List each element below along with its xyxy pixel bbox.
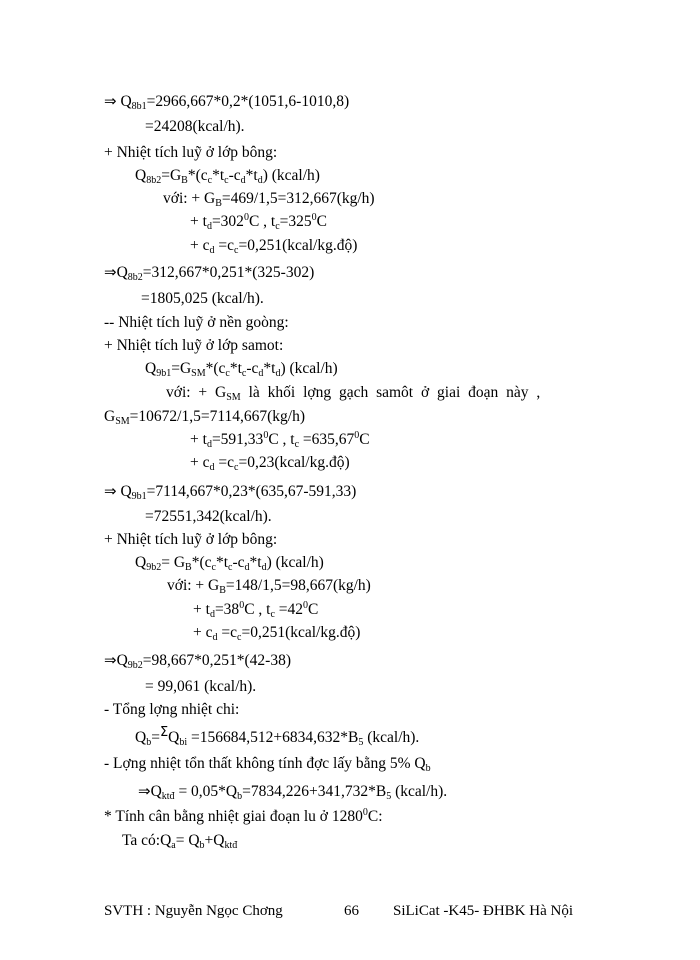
result-line: = 99,061 (kcal/h). [145, 678, 257, 695]
variable-line: + $t_d=38^0C$ , $t_c =42^0C$ [193, 600, 319, 620]
variable-line: với: + $G_B=148/1,5=98,667(kg/h)$ [167, 577, 371, 596]
formula-line: $Q_b=^\Sigma Q_{bi} =156684,512+6834,632*B_5$ (kcal/h). [135, 725, 420, 748]
section-heading: + Nhiệt tích luỹ ở lớp bông: [104, 531, 278, 548]
implies-arrow-icon: ⇒ [138, 782, 151, 800]
variable-line: với: + $G_{SM}$ là khối lợng gạch samôt ở giai đoạn này , [166, 384, 541, 403]
footer-page-number: 66 [344, 903, 359, 919]
variable-line: + $t_d=302^0C$ , $t_c=325^0C$ [190, 212, 328, 232]
formula-line: $Q_{9b1}=G_{SM}*(c_c*t_c-c_d*t_d)$ (kcal/h) [145, 360, 338, 379]
equation-line: Ta $có:Q_a= Q_b+Q_{ktđ}$ [122, 832, 238, 851]
section-heading: + Nhiệt tích luỹ ở lớp bông: [104, 144, 278, 161]
variable-line: + $c_d$ $=c_c=0,251(kcal/kg.độ)$ [190, 237, 358, 256]
section-heading: - Lợng nhiệt tổn thất không tính đợc lấy bằng 5% $Q_b$ [104, 755, 431, 774]
implies-arrow-icon: ⇒ [104, 482, 117, 500]
equation-line: ⇒ $Q_{8b1}=2966,667*0,2*(1051,6-1010,8)$ [104, 92, 350, 112]
equation-line: ⇒ $Q_{9b1}=7114,667*0,23*(635,67-591,33)$ [104, 482, 357, 502]
equation-line: $\Rightarrow Q_{9b2}=98,667*0,251*(42-38)$ [104, 651, 292, 671]
result-line: =72551,342(kcal/h). [145, 508, 272, 525]
variable-line: + $t_d=591,33^0C$ , $t_c =635,67^0C$ [190, 430, 370, 450]
variable-line: + $c_d$ $=c_c=0,23(kcal/kg.độ)$ [190, 454, 350, 473]
section-heading: * Tính cân bằng nhiệt giai đoạn lu ở 1280$^0$C: [104, 807, 383, 825]
implies-arrow-icon: ⇒ [104, 651, 117, 669]
variable-line: $G_{SM}=10672/1,5=7114,667(kg/h)$ [104, 408, 305, 427]
formula-line: $Q_{8b2}=G_B*(c_c*t_c-c_d*t_d)$ (kcal/h) [135, 167, 320, 186]
result-line: =1805,025 (kcal/h). [141, 290, 264, 307]
footer-class: SiLiCat -K45- ĐHBK Hà Nội [393, 903, 573, 919]
sigma-icon: Σ [159, 725, 169, 740]
footer-author: SVTH : Nguyễn Ngọc Chơng [104, 903, 283, 919]
implies-arrow-icon: ⇒ [104, 92, 117, 110]
variable-line: + $c_d$ $=c_c=0,251(kcal/kg.độ)$ [193, 624, 361, 643]
section-heading: - Tổng lợng nhiệt chi: [104, 701, 240, 718]
result-line: =24208(kcal/h). [145, 118, 245, 135]
formula-line: $Q_{9b2}= G_B*(c_c*t_c-c_d*t_d)$ (kcal/h) [135, 554, 324, 573]
variable-line: với: + $G_B=469/1,5=312,667(kg/h)$ [163, 190, 375, 209]
implies-arrow-icon: ⇒ [104, 263, 117, 281]
section-heading: + Nhiệt tích luỹ ở lớp samot: [104, 337, 284, 354]
equation-line: $\Rightarrow Q_{8b2}=312,667*0,251*(325-302)$ [104, 263, 315, 283]
equation-line: $\Rightarrow Q_{ktđ} = 0,05*Q_b=7834,226+341,732*B_5$ (kcal/h). [138, 782, 448, 802]
section-heading: -- Nhiệt tích luỹ ở nền goòng: [104, 314, 289, 331]
